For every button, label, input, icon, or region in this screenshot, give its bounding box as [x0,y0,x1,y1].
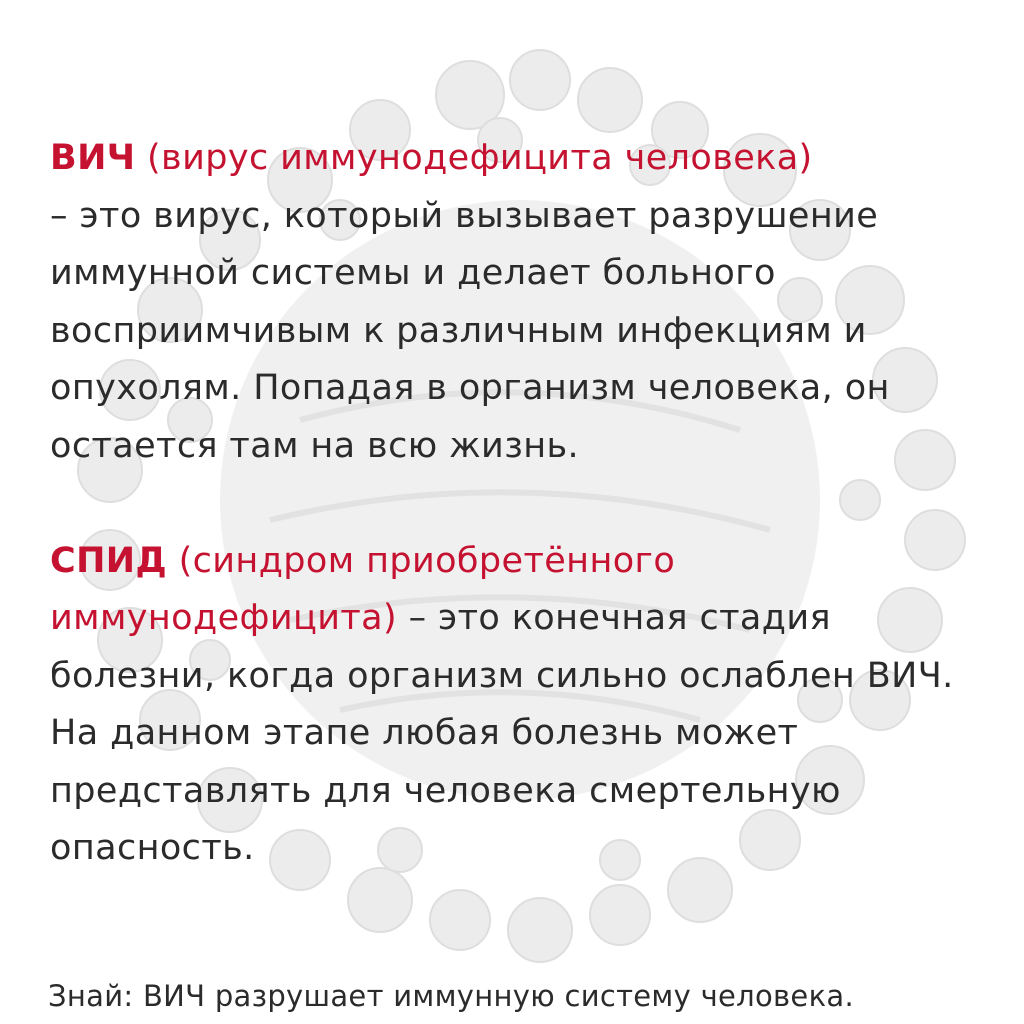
aids-expansion: (синдром приобретённого иммунодефицита) [50,540,676,638]
aids-term: СПИД [50,540,168,581]
hiv-expansion: (вирус иммунодефицита человека) [146,138,813,178]
aids-paragraph [50,533,990,878]
hiv-term: ВИЧ [50,138,136,178]
footer-note: Знай: ВИЧ разрушает иммунную систему человека. [48,979,854,1013]
aids-definition: – это конечная стадия болезни, когда организм сильно ослаблен ВИЧ. На данном этапе любая болезнь может представлять для человека смертельную опасность. [50,598,954,868]
main-content [50,130,990,878]
hiv-definition: – это вирус, который вызывает разрушение иммунной системы и делает больного восприимчивым к различным инфекциям и опухолям. Попадая в организм человека, он остается там на всю жизнь. [50,195,890,466]
hiv-paragraph [50,130,990,475]
